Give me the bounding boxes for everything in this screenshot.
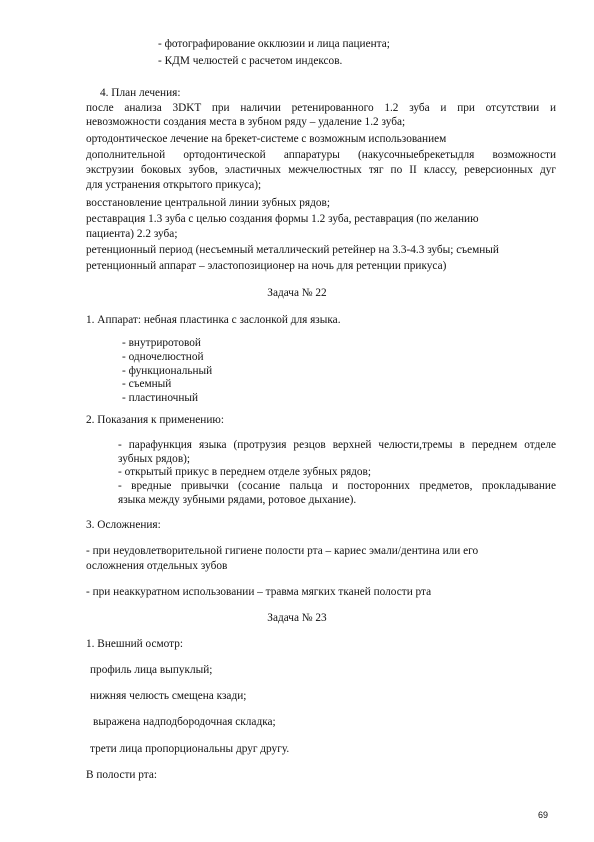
task22-item-2: 2. Показания к применению:: [86, 414, 224, 426]
task-title-23: Задача № 23: [267, 612, 327, 624]
list-item: - открытый прикус в переднем отделе зубных рядов;: [118, 466, 372, 478]
paragraph-line: невозможности создания места в зубном ряду – удаление 1.2 зуба;: [86, 116, 406, 128]
list-item: трети лица пропорциональны друг другу.: [90, 743, 290, 755]
list-item: - при неудовлетворительной гигиене полости рта – кариес эмали/дентина или его: [86, 545, 479, 557]
page-number: 69: [538, 810, 549, 820]
paragraph-line: восстановление центральной линии зубных рядов;: [86, 197, 330, 209]
section-heading-plan: 4. План лечения:: [100, 87, 181, 99]
list-item: - съемный: [122, 378, 172, 390]
task23-item-1: 1. Внешний осмотр:: [86, 638, 184, 650]
paragraph-line: реставрация 1.3 зуба с целью создания формы 1.2 зуба, реставрация (по желанию: [86, 213, 479, 225]
list-item: - фотографирование окклюзии и лица пациента;: [158, 38, 390, 50]
list-item: - при неаккуратном использовании – травма мягких тканей полости рта: [86, 586, 432, 598]
paragraph-line: ретенционный период (несъемный металлический ретейнер на 3.3-4.3 зубы; съемный: [86, 244, 499, 256]
list-item: - функциональный: [122, 365, 213, 377]
list-item: профиль лица выпуклый;: [90, 664, 213, 676]
paragraph-line: ортодонтическое лечение на брекет-системе с возможным использованием: [86, 133, 447, 145]
list-item: - внутриротовой: [122, 337, 201, 349]
task22-item-1: 1. Аппарат: небная пластинка с заслонкой для языка.: [86, 314, 341, 326]
list-item: выражена надподбородочная складка;: [93, 716, 276, 728]
task22-item-3: 3. Осложнения:: [86, 519, 161, 531]
paragraph-line: для устранения открытого прикуса);: [86, 179, 262, 191]
task-title-22: Задача № 22: [267, 287, 327, 299]
paragraph-line: пациента) 2.2 зуба;: [86, 228, 178, 240]
list-item: - пластиночный: [122, 392, 199, 404]
paragraph-line: дополнительной ортодонтической аппаратуры (накусочныебрекетыдля возможности: [86, 149, 556, 161]
paragraph-line: после анализа 3DKT при наличии ретенированного 1.2 зуба и при отсутствии и: [86, 102, 556, 114]
paragraph-line: ретенционный аппарат – эластопозиционер на ночь для ретенции прикуса): [86, 260, 447, 272]
list-item: - одночелюстной: [122, 351, 204, 363]
list-item: осложнения отдельных зубов: [86, 560, 228, 572]
list-item: зубных рядов);: [118, 453, 191, 465]
list-item: языка между зубными рядами, ротовое дыхание).: [118, 494, 357, 506]
list-item: нижняя челюсть смещена кзади;: [90, 690, 247, 702]
list-item: - парафункция языка (протрузия резцов верхней челюсти,тремы в переднем отделе: [118, 439, 556, 451]
paragraph-line: В полости рта:: [86, 769, 158, 781]
paragraph-line: экструзии боковых зубов, эластичных межчелюстных тяг по II классу, реверсионных дуг: [86, 164, 556, 176]
list-item: - КДМ челюстей с расчетом индексов.: [158, 55, 343, 67]
list-item: - вредные привычки (сосание пальца и посторонних предметов, прокладывание: [118, 480, 556, 492]
